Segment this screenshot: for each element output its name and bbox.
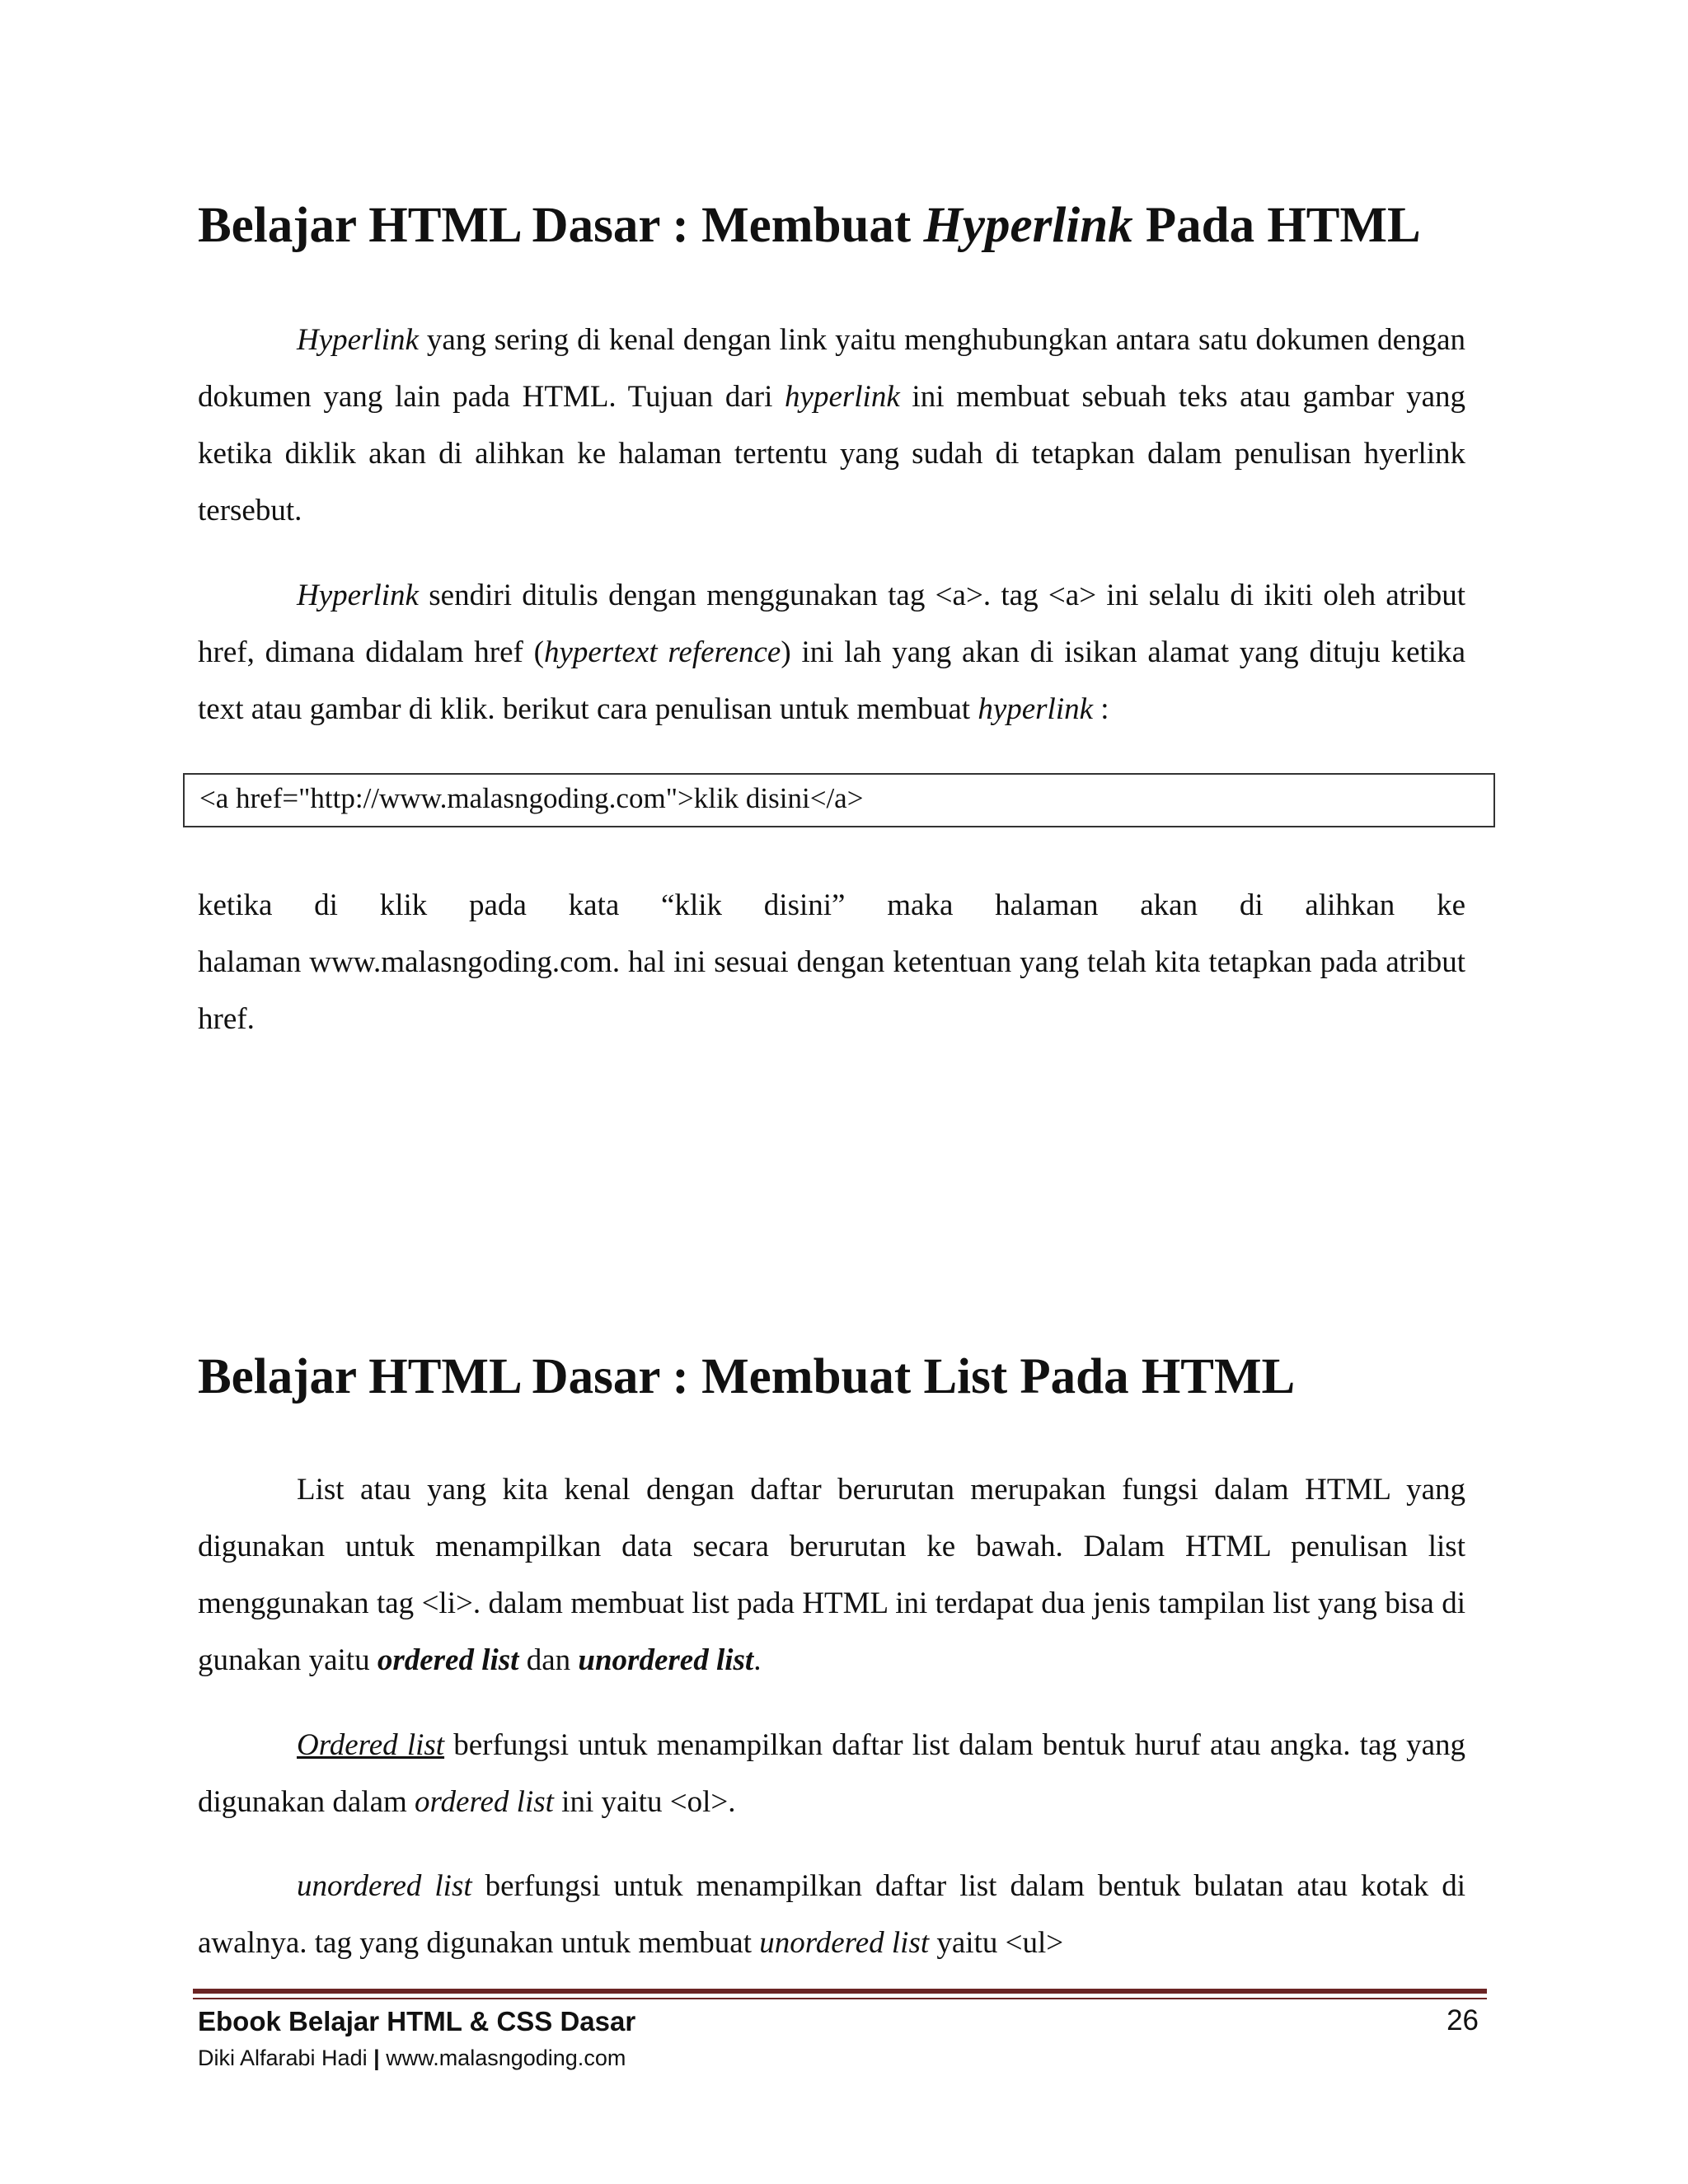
emphasis: unordered list (759, 1926, 930, 1960)
website-url: www.malasngoding.com (386, 2046, 626, 2070)
text: ketika di klik pada kata “klik disini” maka halaman akan di alihkan ke (198, 888, 1465, 922)
emphasis: ordered list (415, 1785, 554, 1819)
text: : (1093, 692, 1109, 726)
paragraph-unordered-list (198, 1858, 1465, 1971)
text: . (753, 1643, 762, 1677)
footer-divider (193, 1989, 1487, 1994)
text: berfungsi untuk menampilkan daftar list dalam bentuk huruf atau angka. tag yang digunakan dalam (198, 1728, 1465, 1819)
text: yaitu <ul> (929, 1926, 1064, 1960)
code-example-box (183, 773, 1495, 827)
text: halaman www.malasngoding.com. hal ini sesuai dengan ketentuan yang telah kita tetapkan pada atribut href. (198, 945, 1465, 1036)
paragraph-hyperlink-result-line1 (198, 877, 1465, 934)
title-text: Belajar HTML Dasar : Membuat (198, 198, 924, 253)
bold-emphasis: ordered list (377, 1643, 519, 1677)
emphasis: unordered list (297, 1869, 472, 1903)
text: List atau yang kita kenal dengan daftar berurutan merupakan fungsi dalam HTML yang digunakan untuk menampilkan data secara berurutan ke bawah. Dalam HTML penulisan list menggunakan tag <li>. dalam membuat list pada HTML ini terdapat dua jenis tampilan list yang bisa di gunakan yaitu (198, 1473, 1465, 1677)
title-emphasis: Hyperlink (923, 198, 1133, 253)
paragraph-hyperlink-tag (198, 567, 1465, 738)
footer-book-title: Ebook Belajar HTML & CSS Dasar (198, 2006, 636, 2036)
section-title-list: Belajar HTML Dasar : Membuat List Pada HTML (198, 1349, 1296, 1404)
paragraph-hyperlink-intro (198, 312, 1465, 539)
text: dan (518, 1643, 579, 1677)
emphasis: hypertext reference (543, 635, 781, 669)
emphasis: hyperlink (785, 380, 900, 414)
paragraph-hyperlink-result (198, 934, 1465, 1047)
underlined-emphasis: Ordered list (297, 1728, 445, 1762)
paragraph-list-intro (198, 1461, 1465, 1689)
footer-divider-thin (193, 1998, 1487, 1999)
section-title-hyperlink (198, 200, 1421, 251)
text: ini membuat sebuah teks atau gambar yang ketika diklik akan di alihkan ke halaman tertentu yang sudah di tetapkan dalam penulisan hyerlink tersebut. (198, 380, 1465, 527)
page-number: 26 (1447, 2004, 1479, 2036)
text: ini yaitu <ol>. (553, 1785, 736, 1819)
text: yang sering di kenal dengan link yaitu menghubungkan antara satu dokumen dengan dokumen yang lain pada HTML. Tujuan dari (198, 323, 1465, 414)
text: sendiri ditulis dengan menggunakan tag <a>. tag <a> ini selalu di ikiti oleh atribut href, dimana didalam href ( (198, 579, 1465, 669)
emphasis: Hyperlink (297, 579, 419, 612)
paragraph-ordered-list (198, 1717, 1465, 1830)
bold-emphasis: unordered list (578, 1643, 754, 1677)
code-text: <a href="http://www.malasngoding.com">klik disini</a> (199, 782, 864, 814)
title-text-tail: Pada HTML (1132, 198, 1421, 253)
author-name: Diki Alfarabi Hadi (198, 2046, 368, 2070)
footer-author-line (198, 2047, 626, 2069)
text: berfungsi untuk menampilkan daftar list dalam bentuk bulatan atau kotak di awalnya. tag yang digunakan untuk membuat (198, 1869, 1465, 1960)
emphasis: hyperlink (978, 692, 1094, 726)
text: ) ini lah yang akan di isikan alamat yang dituju ketika text atau gambar di klik. berikut cara penulisan untuk membuat (198, 635, 1466, 726)
emphasis: Hyperlink (297, 323, 419, 357)
separator: | (373, 2046, 380, 2070)
